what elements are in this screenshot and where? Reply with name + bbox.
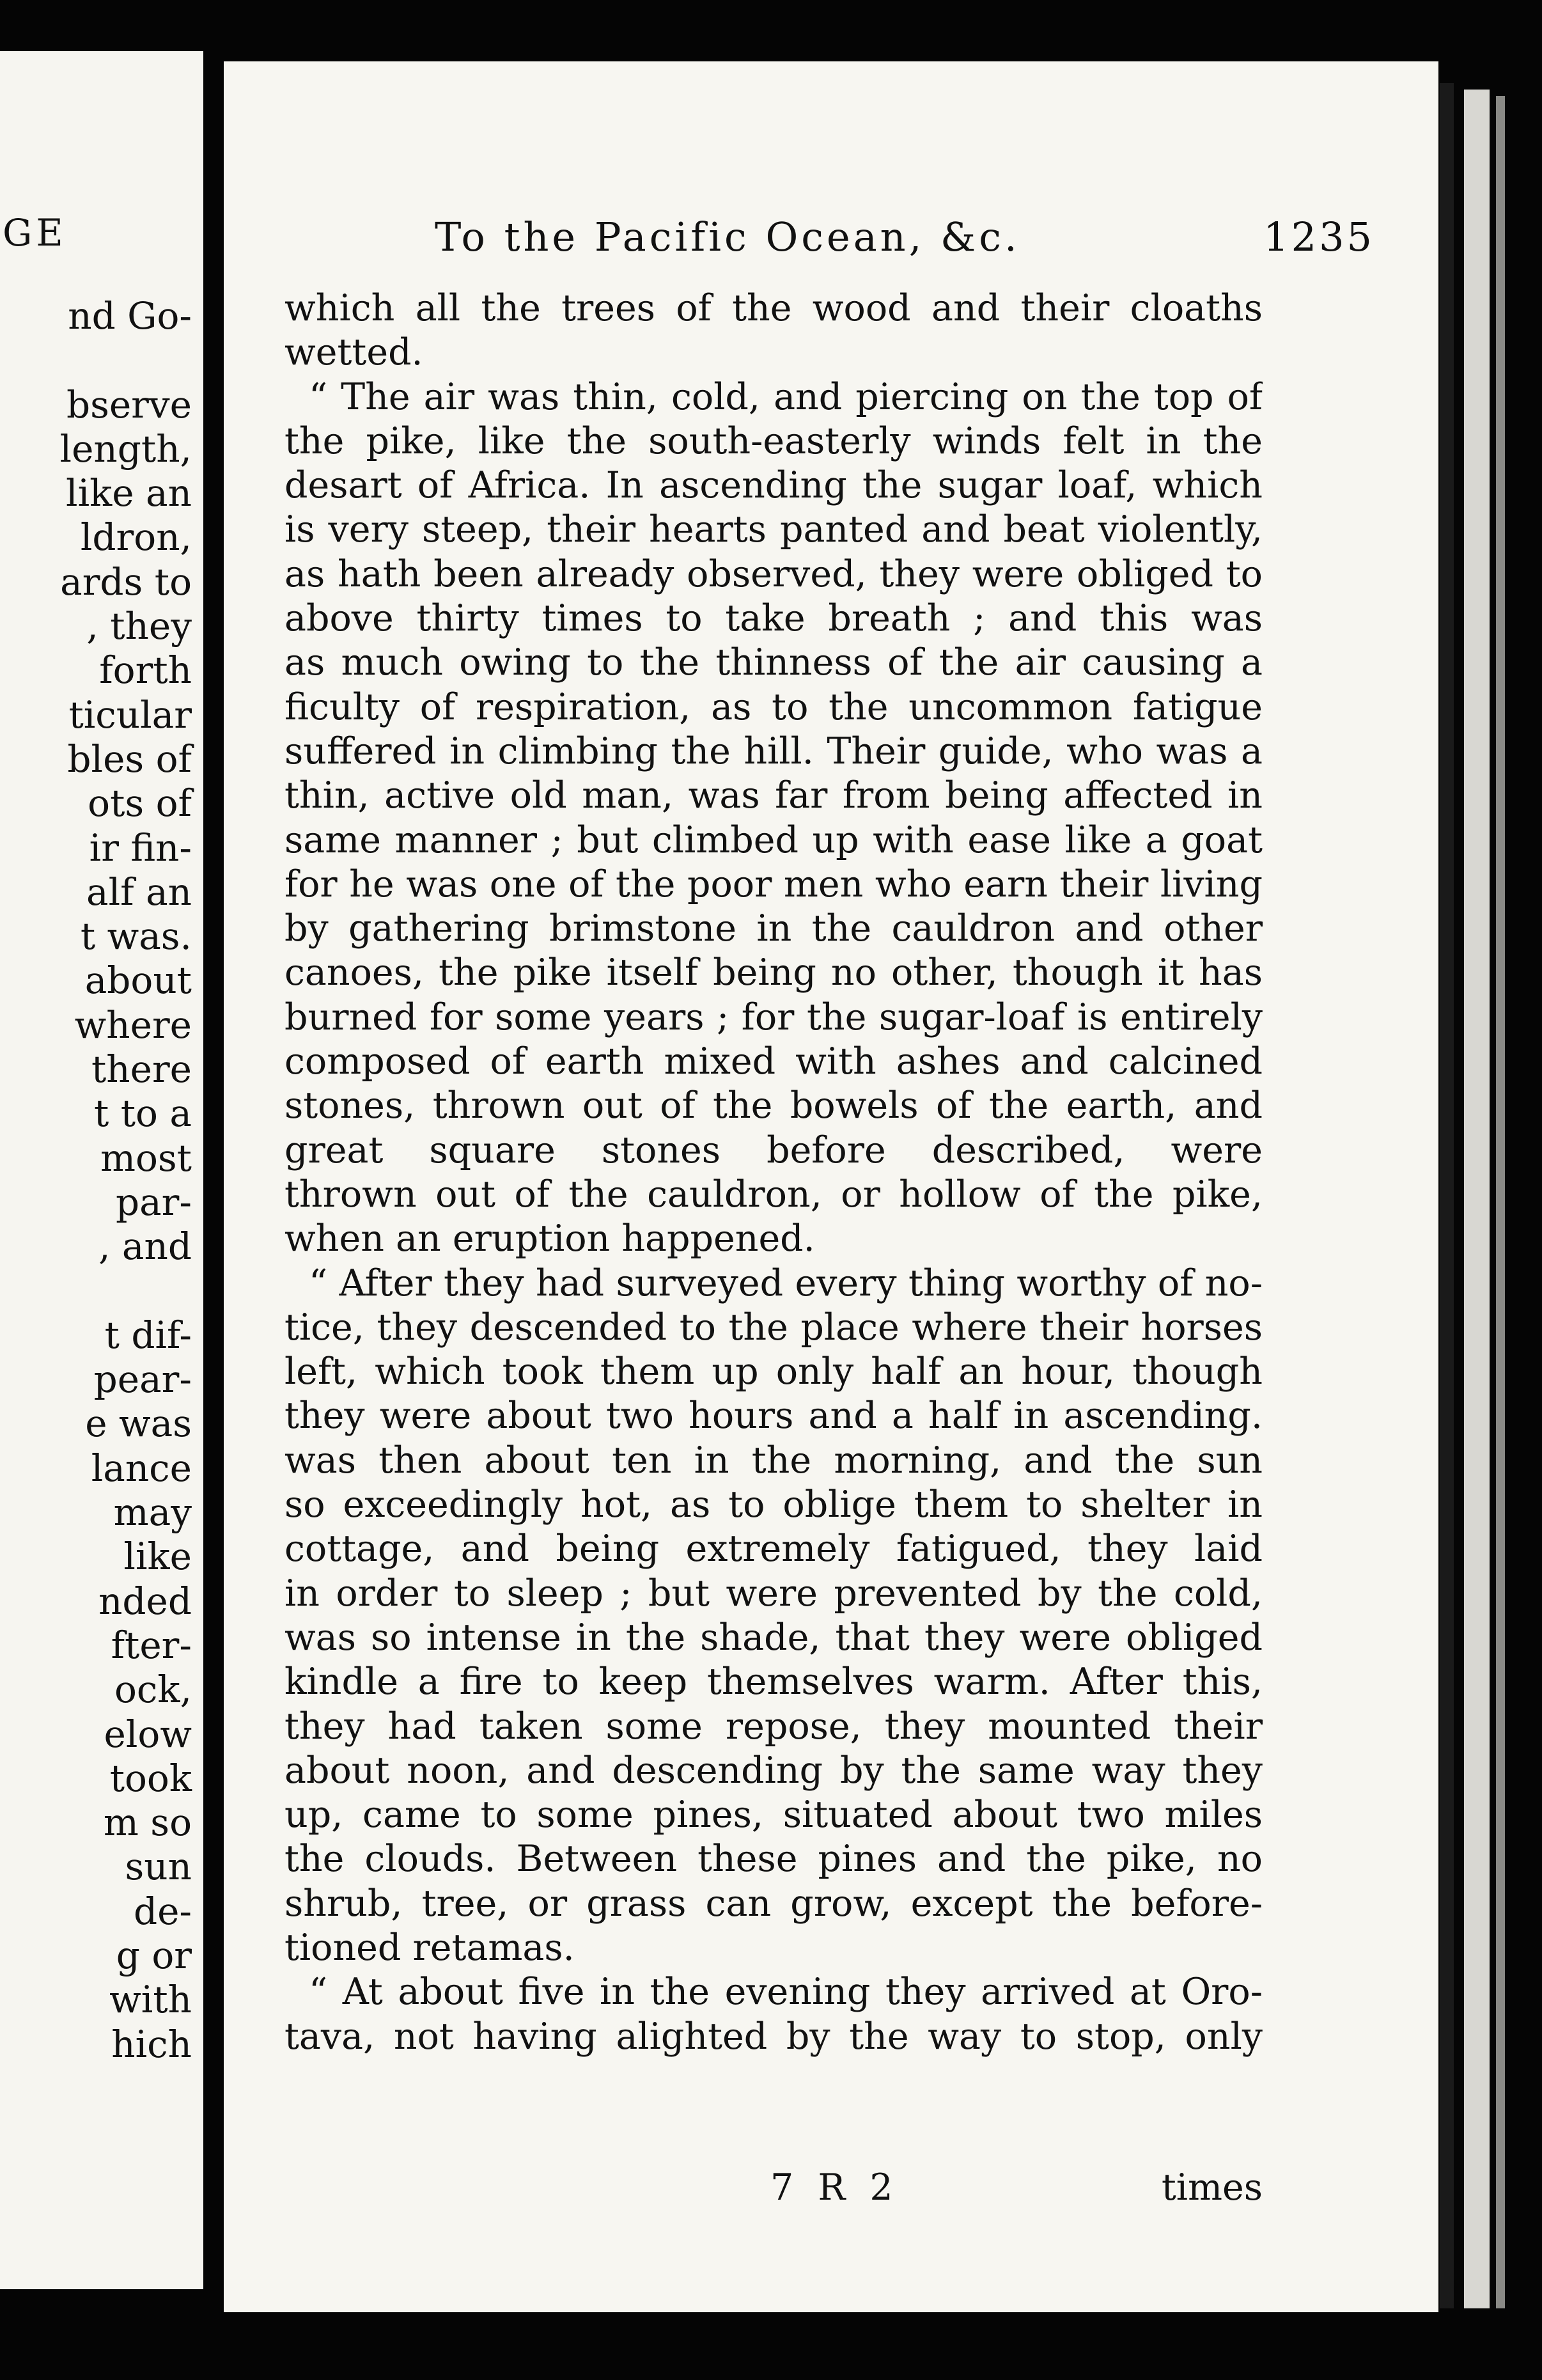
left-page-line: nded [98,1579,192,1623]
body-text [284,286,1263,2059]
left-page-line: length, [59,427,192,471]
body-line: when an eruption happened. [284,1217,815,1260]
body-line: stones, thrown out of the bowels of the earth, and [284,1084,1263,1127]
running-head [435,214,1375,260]
body-line: so exceedingly hot, as to oblige them to shelter in [284,1484,1263,1526]
signature-mark: 7 R 2 [770,2166,900,2209]
left-page-line: lance [91,1446,192,1490]
left-page-line: t was. [80,914,192,959]
left-page-line: bserve [66,382,192,427]
left-page-line: about [84,959,192,1003]
left-page-line: t dif- [104,1313,192,1357]
body-line: left, which took them up only half an hour, though [284,1350,1263,1393]
left-page-line: ldron, [80,515,192,560]
left-page-line: ots of [88,781,192,826]
footer-line [284,2166,1263,2211]
main-page [224,61,1438,2312]
body-line: they were about two hours and a half in ascending. [284,1395,1263,1437]
body-line: up, came to some pines, situated about two miles [284,1794,1263,1836]
body-line: about noon, and descending by the same way they [284,1749,1263,1792]
page-edge-shadow [1440,83,1454,2308]
body-line: cottage, and being extremely fatigued, they laid [284,1528,1263,1570]
body-line: above thirty times to take breath ; and this was [284,597,1263,640]
body-line: wetted. [284,331,423,374]
body-line: was then about ten in the morning, and the sun [284,1439,1263,1482]
left-page-line: took [109,1756,192,1800]
body-line: tava, not having alighted by the way to stop, only [284,2015,1263,2058]
left-page-line: ock, [114,1668,192,1712]
left-page-line: bles of [67,737,192,781]
body-line: is very steep, their hearts panted and beat violently, [284,508,1263,551]
left-page-line: hich [111,2022,192,2066]
left-page-line: ticular [68,693,192,737]
body-line: which all the trees of the wood and their cloaths [284,287,1263,329]
body-line: the pike, like the south-easterly winds felt in the [284,419,1263,462]
left-page-header-fragment: GE [3,211,67,254]
left-page-line: like an [66,471,192,515]
left-page-line: alf an [86,870,192,914]
left-page-line: pear- [93,1358,192,1402]
left-page-line: where [74,1003,192,1047]
body-line: great square stones before described, were [284,1129,1263,1171]
body-line: thrown out of the cauldron, or hollow of the pike, [284,1173,1263,1216]
left-page-line: par- [115,1180,192,1224]
body-line: thin, active old man, was far from being affected in [284,774,1263,817]
left-page-line: , and [98,1225,192,1269]
left-page-line: there [91,1047,192,1092]
left-page-line: fter- [111,1623,192,1667]
body-line: was so intense in the shade, that they were obliged [284,1616,1263,1659]
left-page-line: sun [125,1845,192,1889]
body-line: suffered in climbing the hill. Their guide, who was a [284,730,1263,772]
catchword: times [1161,2166,1263,2209]
body-line: tice, they descended to the place where their horses [284,1306,1263,1349]
body-line: “ The air was thin, cold, and piercing on the top of [309,375,1263,418]
left-page-line: may [113,1491,192,1535]
left-page-line: de- [133,1889,192,1933]
body-line: as much owing to the thinness of the air causing a [284,641,1263,684]
body-line: canoes, the pike itself being no other, though it has [284,951,1263,994]
left-page-line: ir fin- [89,826,192,870]
body-line: the clouds. Between these pines and the pike, no [284,1838,1263,1881]
body-line: “ At about five in the evening they arrived at Oro- [309,1971,1263,2014]
left-page-line: ards to [60,560,192,604]
left-page-line: like [123,1535,192,1579]
left-page-line [60,1269,192,1313]
left-page-line: forth [99,648,192,693]
left-facing-page [0,51,203,2289]
body-line: in order to sleep ; but were prevented by the cold, [284,1572,1263,1615]
body-line: they had taken some repose, they mounted their [284,1705,1263,1748]
body-line: composed of earth mixed with ashes and calcined [284,1040,1263,1083]
body-line: kindle a fire to keep themselves warm. After this, [284,1661,1263,1703]
left-page-line [60,338,192,382]
left-page-line: , they [86,604,192,648]
left-page-line: nd Go- [68,294,192,338]
running-head-title: To the Pacific Ocean, &c. [435,214,1020,260]
left-page-line: with [109,1978,192,2022]
left-page-line: t to a [94,1092,192,1136]
body-line: by gathering brimstone in the cauldron and other [284,907,1263,950]
left-page-line: m so [103,1801,192,1845]
body-line: as hath been already observed, they were obliged to [284,552,1263,595]
page-edge-stack [1464,90,1490,2308]
page-edge-outer [1496,96,1505,2308]
body-line: for he was one of the poor men who earn their living [284,863,1263,905]
left-page-line: g or [116,1933,192,1977]
left-page-line: most [100,1136,192,1180]
body-line: tioned retamas. [284,1926,575,1969]
body-line: desart of Africa. In ascending the sugar loaf, which [284,464,1263,507]
body-line: “ After they had surveyed every thing worthy of no- [309,1262,1263,1304]
body-line: ficulty of respiration, as to the uncommon fatigue [284,685,1263,728]
page-number: 1235 [1263,214,1375,260]
left-page-text [60,294,192,2067]
body-line: shrub, tree, or grass can grow, except the before- [284,1882,1263,1925]
left-page-line: elow [104,1712,192,1756]
body-line: same manner ; but climbed up with ease like a goat [284,818,1263,861]
body-line: burned for some years ; for the sugar-loaf is entirely [284,996,1263,1038]
left-page-line: e was [85,1402,192,1446]
